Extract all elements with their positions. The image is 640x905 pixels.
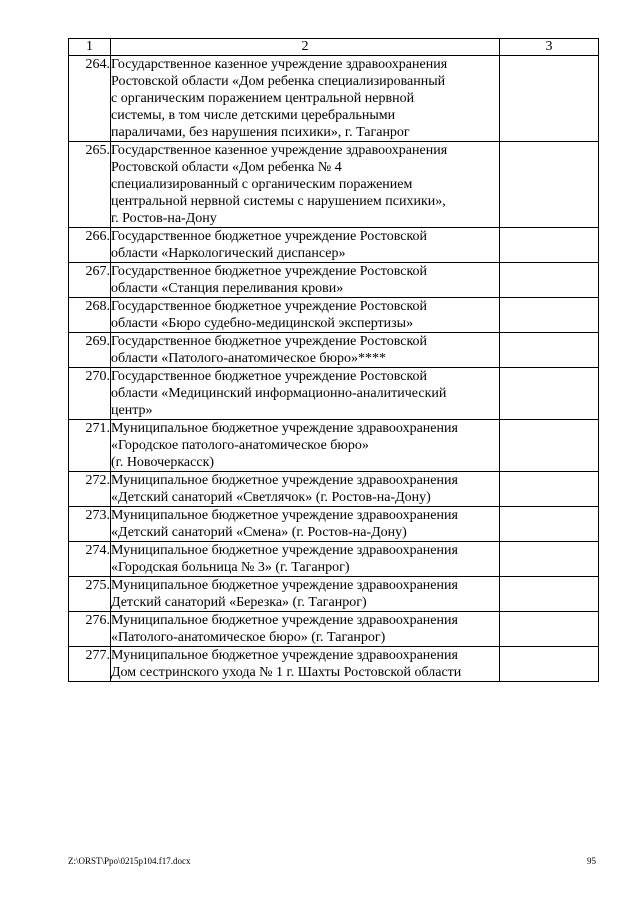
row-number: 277.	[69, 647, 111, 682]
table-row	[69, 368, 599, 420]
column-3-cell	[500, 56, 599, 142]
header-col-3: 3	[500, 39, 599, 56]
row-number: 275.	[69, 577, 111, 612]
institution-name: Муниципальное бюджетное учреждение здравоохранения Детский санаторий «Березка» (г. Таганрог)	[111, 577, 500, 612]
institution-name: Муниципальное бюджетное учреждение здравоохранения «Детский санаторий «Светлячок» (г. Ростов-на-Дону)	[111, 472, 500, 507]
institution-name: Муниципальное бюджетное учреждение здравоохранения «Детский санаторий «Смена» (г. Ростов-на-Дону)	[111, 507, 500, 542]
institution-name: Государственное бюджетное учреждение Ростовской области «Медицинский информационно-аналитический центр»	[111, 368, 500, 420]
institution-name: Государственное бюджетное учреждение Ростовской области «Патолого-анатомическое бюро»****	[111, 333, 500, 368]
column-3-cell	[500, 472, 599, 507]
institution-name: Муниципальное бюджетное учреждение здравоохранения «Городская больница № 3» (г. Таганрог)	[111, 542, 500, 577]
institutions-table	[68, 38, 599, 682]
file-path: Z:\ORST\Ppo\0215p104.f17.docx	[68, 856, 191, 866]
table-row	[69, 228, 599, 263]
column-3-cell	[500, 368, 599, 420]
table-row	[69, 647, 599, 682]
table-row	[69, 263, 599, 298]
table-row	[69, 142, 599, 228]
row-number: 276.	[69, 612, 111, 647]
row-number: 267.	[69, 263, 111, 298]
column-3-cell	[500, 542, 599, 577]
column-3-cell	[500, 420, 599, 472]
institution-name: Муниципальное бюджетное учреждение здравоохранения «Патолого-анатомическое бюро» (г. Таганрог)	[111, 612, 500, 647]
institution-name: Государственное казенное учреждение здравоохранения Ростовской области «Дом ребенка № 4 специализированный с органическим поражением центральной нервной системы с нарушением психики», г. Ростов-на-Дону	[111, 142, 500, 228]
row-number: 273.	[69, 507, 111, 542]
page-number: 95	[587, 856, 596, 866]
institution-name: Государственное казенное учреждение здравоохранения Ростовской области «Дом ребенка специализированный с органическим поражением центральной нервной системы, в том числе детскими церебральными параличами, без нарушения психики», г. Таганрог	[111, 56, 500, 142]
column-3-cell	[500, 228, 599, 263]
header-col-2: 2	[111, 39, 500, 56]
institution-name: Муниципальное бюджетное учреждение здравоохранения Дом сестринского ухода № 1 г. Шахты Ростовской области	[111, 647, 500, 682]
table-row	[69, 542, 599, 577]
row-number: 269.	[69, 333, 111, 368]
header-row	[69, 39, 599, 56]
header-col-1: 1	[69, 39, 111, 56]
column-3-cell	[500, 298, 599, 333]
column-3-cell	[500, 507, 599, 542]
column-3-cell	[500, 577, 599, 612]
column-3-cell	[500, 333, 599, 368]
institution-name: Государственное бюджетное учреждение Ростовской области «Станция переливания крови»	[111, 263, 500, 298]
table-row	[69, 507, 599, 542]
row-number: 265.	[69, 142, 111, 228]
table-body	[69, 56, 599, 682]
institution-name: Муниципальное бюджетное учреждение здравоохранения «Городское патолого-анатомическое бюро» (г. Новочеркасск)	[111, 420, 500, 472]
table-row	[69, 56, 599, 142]
table-row	[69, 298, 599, 333]
row-number: 264.	[69, 56, 111, 142]
row-number: 268.	[69, 298, 111, 333]
table-row	[69, 420, 599, 472]
row-number: 266.	[69, 228, 111, 263]
table-row	[69, 612, 599, 647]
column-3-cell	[500, 612, 599, 647]
row-number: 271.	[69, 420, 111, 472]
table-row	[69, 577, 599, 612]
row-number: 272.	[69, 472, 111, 507]
column-3-cell	[500, 263, 599, 298]
row-number: 274.	[69, 542, 111, 577]
column-3-cell	[500, 142, 599, 228]
institution-name: Государственное бюджетное учреждение Ростовской области «Наркологический диспансер»	[111, 228, 500, 263]
table-header	[69, 39, 599, 56]
column-3-cell	[500, 647, 599, 682]
table-row	[69, 333, 599, 368]
table-row	[69, 472, 599, 507]
row-number: 270.	[69, 368, 111, 420]
institution-name: Государственное бюджетное учреждение Ростовской области «Бюро судебно-медицинской экспертизы»	[111, 298, 500, 333]
